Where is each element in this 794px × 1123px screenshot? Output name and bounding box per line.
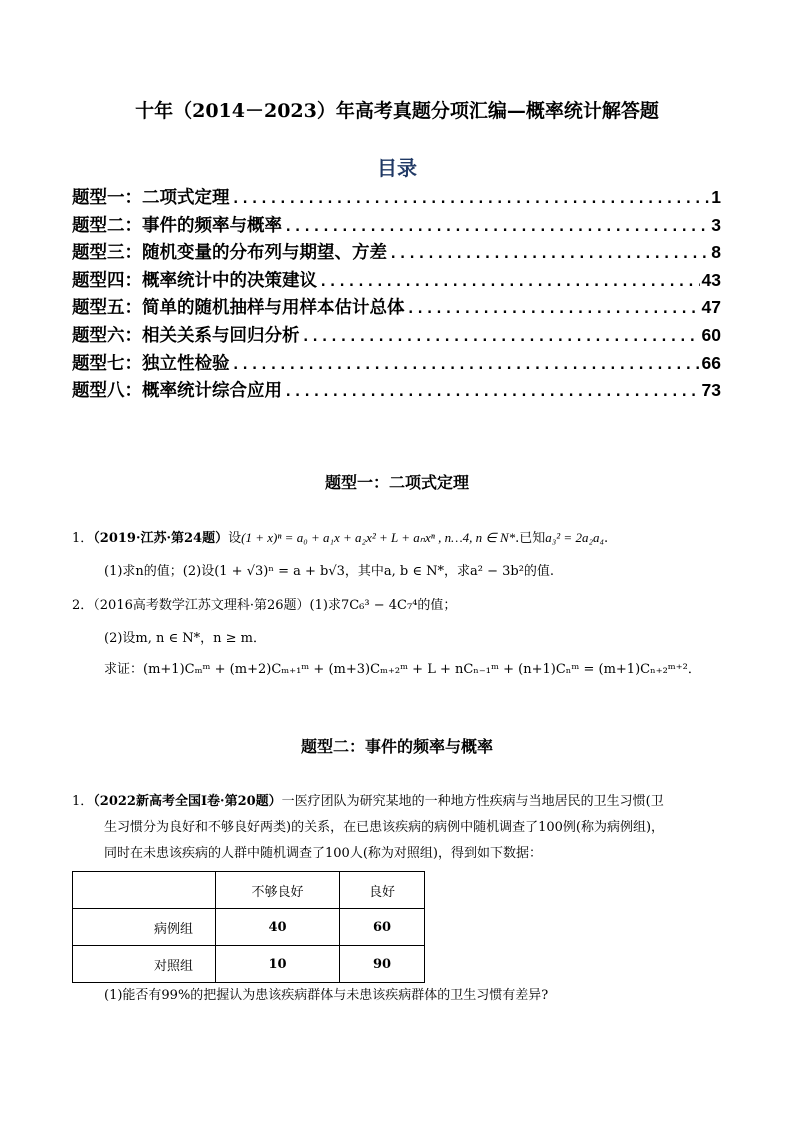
data-table <box>72 871 425 983</box>
toc-leader <box>319 274 700 290</box>
toc-item-page: 8 <box>711 242 721 263</box>
toc-item-page: 3 <box>711 214 721 235</box>
stem-text: 一医疗团队为研究某地的一种地方性疾病与当地居民的卫生习惯(卫 <box>281 794 664 809</box>
question-source: （2019·江苏·第24题） <box>93 531 229 546</box>
toc-item-label: 题型七：独立性检验 <box>72 353 230 374</box>
stem-text: 同时在未患该疾病的人群中随机调查了100人(称为对照组)，得到如下数据： <box>104 846 542 861</box>
question-2-proof: 求证：(m+1)Cₘᵐ + (m+2)Cₘ₊₁ᵐ + (m+3)Cₘ₊₂ᵐ + L + nCₙ₋₁ᵐ + (n+1)Cₙᵐ = (m+1)Cₙ₊₂ᵐ⁺²． <box>104 662 701 677</box>
formula: a₃² = 2a₂a₄ <box>545 530 604 545</box>
table-row <box>73 946 425 983</box>
table-cell: 40 <box>216 909 340 946</box>
toc-leader <box>284 219 709 235</box>
toc-item-page: 47 <box>701 297 721 318</box>
toc-item[interactable] <box>72 377 721 405</box>
stem-text: .已知 <box>515 531 546 546</box>
toc-item[interactable] <box>72 239 721 267</box>
toc-item-label: 题型六：相关关系与回归分析 <box>72 325 300 346</box>
toc-item-label: 题型五：简单的随机抽样与用样本估计总体 <box>72 298 405 319</box>
toc-item-page: 43 <box>701 269 721 290</box>
question-2-stem <box>72 596 456 616</box>
question-1-parts: (1)求n的值；(2)设(1 + √3)ⁿ = a + b√3，其中a, b ∈ N*，求a² − 3b²的值. <box>104 564 555 579</box>
table-row-label: 病例组 <box>73 909 216 946</box>
question-1-stem <box>72 528 608 549</box>
table-cell <box>73 872 216 909</box>
toc-item-label: 题型三：随机变量的分布列与期望、方差 <box>72 243 387 264</box>
question-number: 1． <box>72 531 94 546</box>
toc-item[interactable] <box>72 212 721 240</box>
document-title: 十年（2014－2023）年高考真题分项汇编—概率统计解答题 <box>135 100 659 122</box>
toc-leader <box>232 357 700 373</box>
question-1-stem <box>72 792 664 812</box>
toc-item-label: 题型二：事件的频率与概率 <box>72 215 282 236</box>
question-part: (1)能否有99%的把握认为患该疾病群体与未患该疾病群体的卫生习惯有差异? <box>104 988 549 1003</box>
toc-item-page: 60 <box>701 324 721 345</box>
table-row-label: 对照组 <box>73 946 216 983</box>
toc-item[interactable] <box>72 350 721 378</box>
table-header-row <box>73 872 425 909</box>
section-title: 题型二：事件的频率与概率 <box>300 737 493 756</box>
question-source: （2016高考数学江苏文理科·第26题） <box>93 598 310 613</box>
toc-item-label: 题型八：概率统计综合应用 <box>72 381 282 402</box>
section-title: 题型一：二项式定理 <box>324 473 469 492</box>
toc-leader <box>389 246 709 262</box>
table-cell: 90 <box>340 946 425 983</box>
formula: (1 + x)ⁿ = a₀ + a₁x + a₂x² + L + aₙxⁿ , n…4, n ∈ N* <box>241 530 516 545</box>
toc-item-page: 73 <box>701 380 721 401</box>
toc-item-label: 题型一：二项式定理 <box>72 188 230 208</box>
toc-item[interactable] <box>72 184 721 212</box>
toc-item-label: 题型四：概率统计中的决策建议 <box>72 270 317 291</box>
toc-leader <box>302 329 700 345</box>
table-cell: 60 <box>340 909 425 946</box>
toc-leader <box>407 301 700 317</box>
question-number: 1． <box>72 794 94 809</box>
table-row <box>73 909 425 946</box>
question-source: （2022新高考全国Ⅰ卷·第20题） <box>93 794 282 809</box>
stem-text: 设 <box>228 531 242 546</box>
toc-leader <box>232 191 710 207</box>
toc-item[interactable] <box>72 322 721 350</box>
toc-leader <box>284 384 700 400</box>
toc-item[interactable] <box>72 294 721 322</box>
question-part: (1)求7C₆³ − 4C₇⁴的值； <box>309 598 457 613</box>
toc-item[interactable] <box>72 267 721 295</box>
stem-text: 生习惯分为良好和不够良好两类)的关系，在已患该疾病的病例中随机调查了100例(称为病例组)， <box>104 820 665 835</box>
table-cell: 10 <box>216 946 340 983</box>
table-header: 良好 <box>340 872 425 909</box>
toc-item-page: 66 <box>701 352 721 373</box>
question-number: 2． <box>72 598 94 613</box>
toc-item-page: 1 <box>711 187 721 207</box>
table-of-contents <box>72 184 721 405</box>
stem-text: . <box>604 531 609 546</box>
table-header: 不够良好 <box>216 872 340 909</box>
toc-heading: 目录 <box>377 156 417 180</box>
question-2-part-2: (2)设m, n ∈ N*，n ≥ m． <box>104 631 266 646</box>
